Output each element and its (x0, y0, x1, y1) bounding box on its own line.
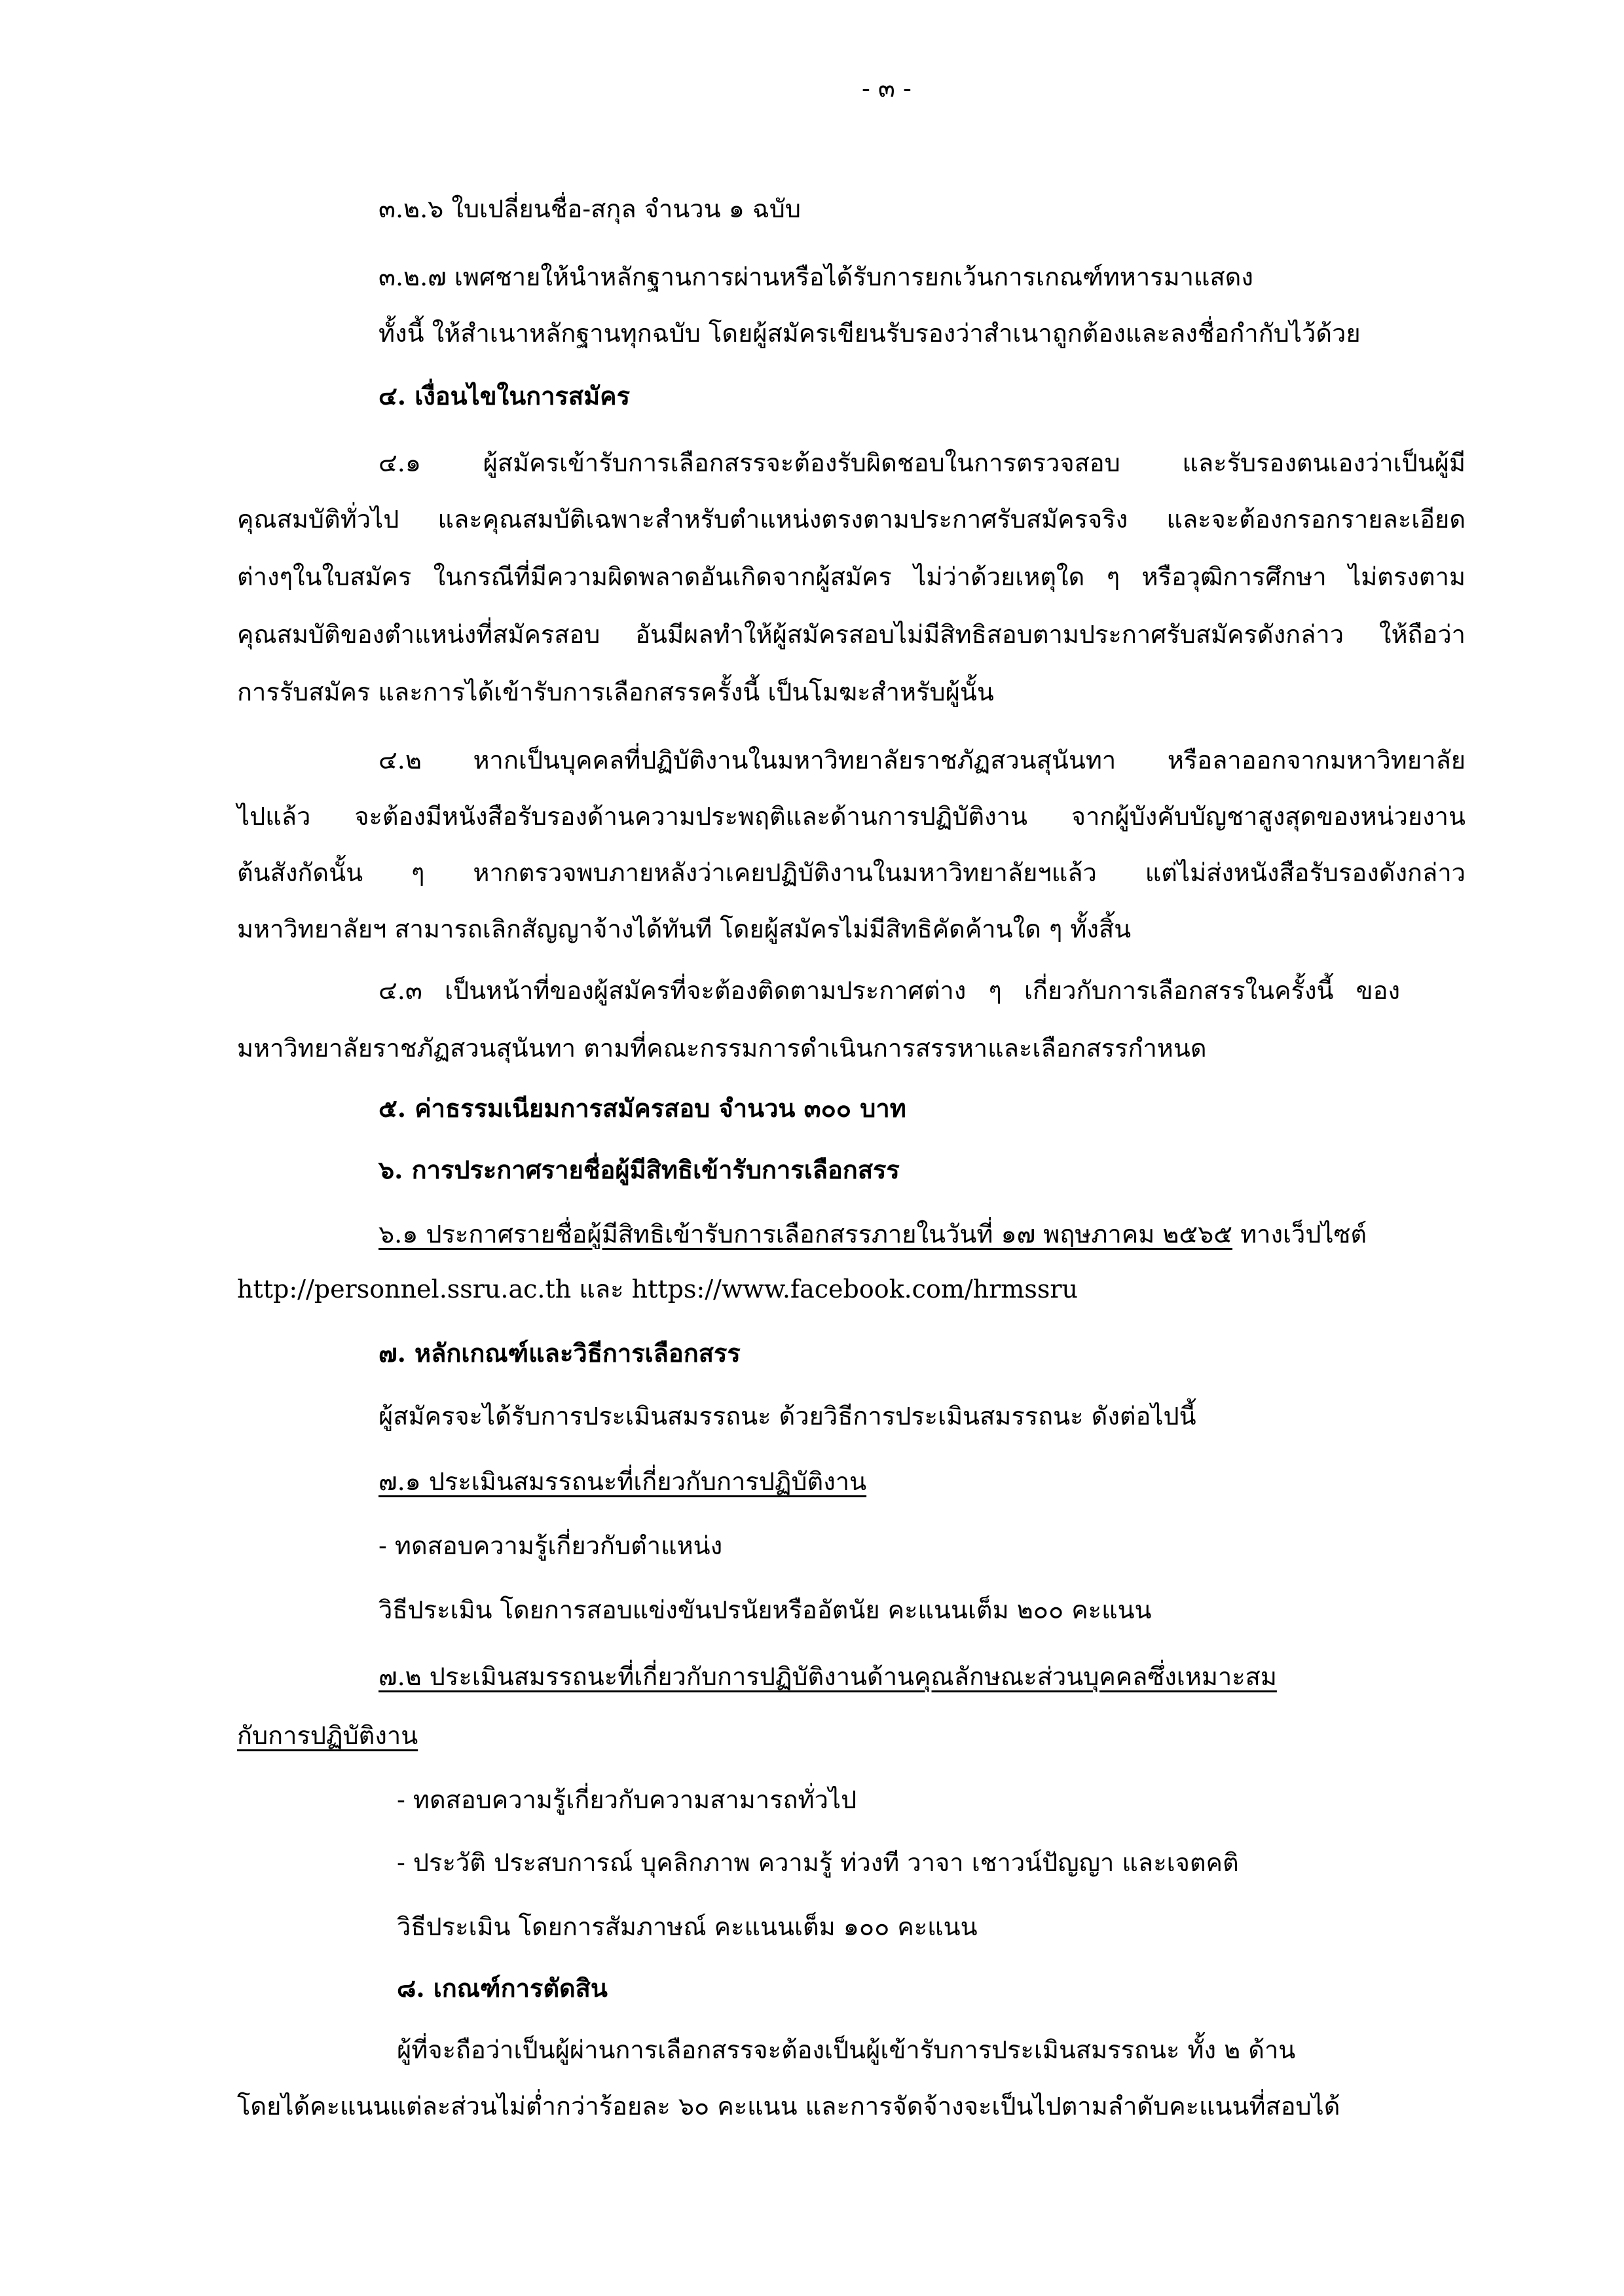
para-4-1-line-1: ๔.๑ ผู้สมัครเข้ารับการเลือกสรรจะต้องรับผิดชอบในการตรวจสอบ และรับรองตนเองว่าเป็นผู้มี (378, 448, 1466, 477)
para-4-2-line-3: ต้นสังกัดนั้น ๆ หากตรวจพบภายหลังว่าเคยปฏิบัติงานในมหาวิทยาลัยฯแล้ว แต่ไม่ส่งหนังสือรับรองดังกล่าว (237, 858, 1466, 887)
para-4-1-line-5: การรับสมัคร และการได้เข้ารับการเลือกสรรครั้งนี้ เป็นโมฆะสำหรับผู้นั้น (237, 678, 994, 706)
section-7-intro: ผู้สมัครจะได้รับการประเมินสมรรถนะ ด้วยวิธีการประเมินสมรรถนะ ดังต่อไปนี้ (378, 1402, 1196, 1430)
section-7-heading: ๗. หลักเกณฑ์และวิธีการเลือกสรร (378, 1338, 741, 1368)
para-8-line-2: โดยได้คะแนนแต่ละส่วนไม่ต่ำกว่าร้อยละ ๖๐ คะแนน และการจัดจ้างจะเป็นไปตามลำดับคะแนนที่สอบได้ (237, 2092, 1340, 2121)
section-6-heading: ๖. การประกาศรายชื่อผู้มีสิทธิเข้ารับการเลือกสรร (378, 1155, 900, 1184)
para-7-2-item-1: - ทดสอบความรู้เกี่ยวกับความสามารถทั่วไป (397, 1785, 857, 1814)
para-4-1-line-3: ต่างๆในใบสมัคร ในกรณีที่มีความผิดพลาดอันเกิดจากผู้สมัคร ไม่ว่าด้วยเหตุใด ๆ หรือวุฒิการศึกษา ไม่ตรงตาม (237, 562, 1466, 591)
para-8-line-1: ผู้ที่จะถือว่าเป็นผู้ผ่านการเลือกสรรจะต้องเป็นผู้เข้ารับการประเมินสมรรถนะ ทั้ง ๒ ด้าน (397, 2035, 1296, 2064)
para-4-1-line-2: คุณสมบัติทั่วไป และคุณสมบัติเฉพาะสำหรับตำแหน่งตรงตามประกาศรับสมัครจริง และจะต้องกรอกรายละเอียด (237, 505, 1466, 534)
para-7-2-heading-line-2: กับการปฏิบัติงาน (237, 1721, 418, 1750)
copy-certification-note: ทั้งนี้ ให้สำเนาหลักฐานทุกฉบับ โดยผู้สมัครเขียนรับรองว่าสำเนาถูกต้องและลงชื่อกำกับไว้ด้วย (378, 319, 1361, 348)
para-4-1-line-4: คุณสมบัติของตำแหน่งที่สมัครสอบ อันมีผลทำให้ผู้สมัครสอบไม่มีสิทธิสอบตามประกาศรับสมัครดังกล่าว ให้ถือว่า (237, 620, 1466, 649)
section-4-heading: ๔. เงื่อนไขในการสมัคร (378, 381, 631, 410)
para-7-1-item: - ทดสอบความรู้เกี่ยวกับตำแหน่ง (378, 1531, 723, 1560)
para-6-1-links: http://personnel.ssru.ac.th และ https://www.facebook.com/hrmssru (237, 1275, 1078, 1303)
page-number: - ๓ - (862, 74, 912, 103)
para-6-1-line-1 (378, 1216, 1367, 1252)
para-7-2-item-2: - ประวัติ ประสบการณ์ บุคลิกภาพ ความรู้ ท่วงที วาจา เชาวน์ปัญญา และเจตคติ (397, 1848, 1239, 1877)
para-7-1-method: วิธีประเมิน โดยการสอบแข่งขันปรนัยหรืออัตนัย คะแนนเต็ม ๒๐๐ คะแนน (378, 1595, 1152, 1624)
para-4-2-line-2: ไปแล้ว จะต้องมีหนังสือรับรองด้านความประพฤติและด้านการปฏิบัติงาน จากผู้บังคับบัญชาสูงสุดของหน่วยงาน (237, 802, 1466, 831)
section-5-heading: ๕. ค่าธรรมเนียมการสมัครสอบ จำนวน ๓๐๐ บาท (378, 1093, 906, 1123)
para-4-3-line-2: มหาวิทยาลัยราชภัฏสวนสุนันทา ตามที่คณะกรรมการดำเนินการสรรหาและเลือกสรรกำหนด (237, 1034, 1207, 1063)
para-4-2-line-4: มหาวิทยาลัยฯ สามารถเลิกสัญญาจ้างได้ทันที โดยผู้สมัครไม่มีสิทธิคัดค้านใด ๆ ทั้งสิ้น (237, 915, 1132, 943)
item-3-2-6: ๓.๒.๖ ใบเปลี่ยนชื่อ-สกุล จำนวน ๑ ฉบับ (378, 194, 802, 223)
para-6-1-underlined-text: ๖.๑ ประกาศรายชื่อผู้มีสิทธิเข้ารับการเลือกสรรภายในวันที่ ๑๗ พฤษภาคม ๒๕๖๕ (378, 1220, 1233, 1248)
para-4-2-line-1: ๔.๒ หากเป็นบุคคลที่ปฏิบัติงานในมหาวิทยาลัยราชภัฏสวนสุนันทา หรือลาออกจากมหาวิทยาลัย (378, 746, 1466, 774)
para-4-3-line-1: ๔.๓ เป็นหน้าที่ของผู้สมัครที่จะต้องติดตามประกาศต่าง ๆ เกี่ยวกับการเลือกสรรในครั้งนี้ ของ (378, 976, 1400, 1005)
para-7-1-heading: ๗.๑ ประเมินสมรรถนะที่เกี่ยวกับการปฏิบัติงาน (378, 1467, 867, 1496)
para-7-2-method: วิธีประเมิน โดยการสัมภาษณ์ คะแนนเต็ม ๑๐๐ คะแนน (397, 1912, 978, 1941)
item-3-2-7: ๓.๒.๗ เพศชายให้นำหลักฐานการผ่านหรือได้รับการยกเว้นการเกณฑ์ทหารมาแสดง (378, 263, 1253, 291)
para-6-1-website-text: ทางเว็ปไซต์ (1232, 1220, 1367, 1248)
para-7-2-heading-line-1: ๗.๒ ประเมินสมรรถนะที่เกี่ยวกับการปฏิบัติงานด้านคุณลักษณะส่วนบุคคลซึ่งเหมาะสม (378, 1662, 1277, 1691)
section-8-heading: ๘. เกณฑ์การตัดสิน (397, 1973, 608, 2003)
